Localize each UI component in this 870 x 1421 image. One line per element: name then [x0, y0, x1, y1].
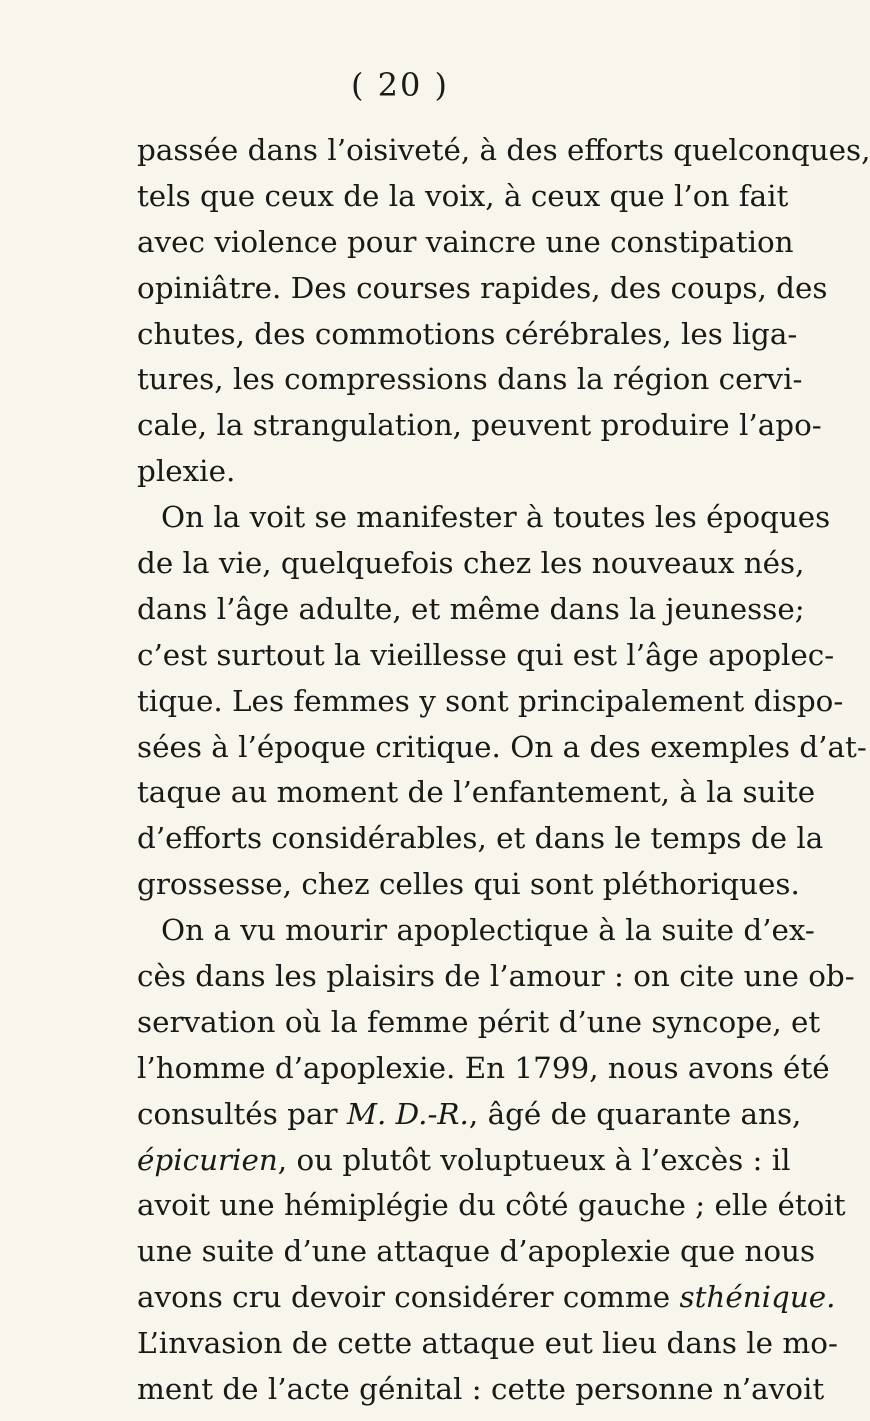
text-segment: plexie.: [137, 454, 236, 489]
italic-text: sthénique.: [679, 1280, 836, 1315]
text-segment: tures, les compressions dans la région cervi-: [137, 362, 803, 397]
text-segment: servation où la femme périt d’une syncope, et: [137, 1004, 821, 1039]
text-line: [137, 679, 844, 725]
text-segment: avec violence pour vaincre une constipation: [137, 224, 794, 259]
italic-text: M. D.-R.: [346, 1096, 469, 1131]
text-segment: taque au moment de l’enfantement, à la suite: [137, 775, 816, 810]
text-line: [137, 541, 805, 587]
text-segment: passée dans l’oisiveté, à des efforts quelconques,: [137, 133, 870, 167]
text-segment: L’invasion de cette attaque eut lieu dans le mo-: [137, 1326, 838, 1361]
text-segment: ment de l’acte génital : cette personne n’avoit: [137, 1372, 825, 1407]
text-line: [137, 816, 824, 862]
text-line: [137, 1367, 825, 1413]
text-line: [137, 1046, 830, 1092]
text-line: [137, 1321, 838, 1367]
text-line: [137, 633, 835, 679]
text-line: [137, 587, 805, 633]
text-line: [137, 1183, 846, 1229]
text-line: [137, 128, 870, 174]
body-text: [137, 128, 870, 1413]
text-line: [137, 862, 800, 908]
text-line: [137, 220, 794, 266]
text-line: [137, 357, 803, 403]
text-segment: On la voit se manifester à toutes les époques: [161, 500, 831, 535]
text-line: [137, 266, 828, 312]
text-line: [137, 1229, 816, 1275]
text-line: [137, 725, 867, 771]
text-segment: l’homme d’apoplexie. En 1799, nous avons été: [137, 1050, 830, 1085]
text-segment: On a vu mourir apoplectique à la suite d’ex-: [161, 913, 815, 948]
page-number: ( 20 ): [350, 66, 450, 104]
text-segment: , âgé de quarante ans,: [468, 1096, 802, 1131]
text-line: [137, 403, 822, 449]
text-line: [137, 908, 815, 954]
text-segment: cès dans les plaisirs de l’amour : on cite une ob-: [137, 959, 855, 994]
text-line: [137, 495, 831, 541]
text-segment: c’est surtout la vieillesse qui est l’âge apoplec-: [137, 637, 835, 672]
text-segment: dans l’âge adulte, et même dans la jeunesse;: [137, 591, 805, 626]
text-segment: opiniâtre. Des courses rapides, des coups, des: [137, 270, 828, 305]
text-segment: une suite d’une attaque d’apoplexie que nous: [137, 1234, 816, 1269]
text-segment: avons cru devoir considérer comme: [137, 1280, 680, 1315]
text-line: [137, 1275, 836, 1321]
text-segment: tique. Les femmes y sont principalement dispo-: [137, 683, 844, 718]
text-segment: cale, la strangulation, peuvent produire l’apo-: [137, 408, 822, 443]
text-line: [137, 770, 816, 816]
text-segment: grossesse, chez celles qui sont pléthoriques.: [137, 867, 800, 902]
text-segment: avoit une hémiplégie du côté gauche ; elle étoit: [137, 1188, 846, 1223]
text-segment: sées à l’époque critique. On a des exemples d’at-: [137, 729, 867, 764]
text-segment: tels que ceux de la voix, à ceux que l’on fait: [137, 178, 789, 213]
text-segment: de la vie, quelquefois chez les nouveaux nés,: [137, 546, 805, 581]
text-line: [137, 449, 763, 495]
text-line: [137, 174, 789, 220]
text-segment: d’efforts considérables, et dans le temps de la: [137, 821, 824, 856]
text-segment: , ou plutôt voluptueux à l’excès : il: [277, 1142, 791, 1177]
text-segment: chutes, des commotions cérébrales, les liga-: [137, 316, 798, 351]
text-line: [137, 1000, 821, 1046]
text-line: [137, 954, 855, 1000]
text-line: [137, 312, 798, 358]
text-line: [137, 1138, 791, 1184]
text-line: [137, 1092, 802, 1138]
italic-text: épicurien: [137, 1142, 278, 1177]
text-segment: consultés par: [137, 1096, 347, 1131]
